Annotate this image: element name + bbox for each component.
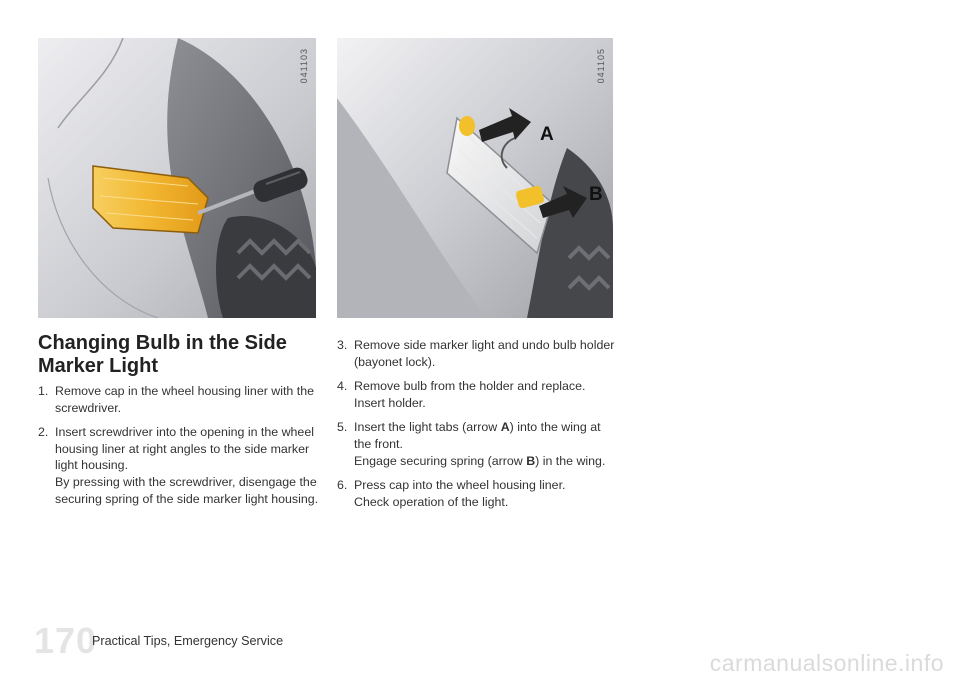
step-text: Remove side marker light and undo bulb holder (bayonet lock). [354, 338, 615, 369]
watermark-text: carmanualsonline.info [709, 650, 944, 676]
section-heading: Changing Bulb in the Side Marker Light [38, 332, 287, 377]
light-tab-a [459, 116, 475, 136]
step-text: Press cap into the wheel housing liner. [354, 478, 566, 493]
step-text [354, 419, 617, 452]
figure-screwdriver-side-marker [38, 38, 316, 318]
instruction-step [337, 477, 617, 510]
step-text: Insert holder. [354, 395, 426, 410]
figure-right-illustration [337, 38, 613, 318]
instruction-step [337, 419, 617, 469]
arrow-reference: B [526, 453, 536, 468]
step-number: 4. [337, 379, 348, 394]
step-number: 2. [38, 425, 49, 440]
step-text: Remove bulb from the holder and replace. [354, 379, 586, 394]
step-text: By pressing with the screwdriver, disengage the securing spring of the side marker light housing. [55, 474, 319, 506]
step-text-part: Insert the light tabs (arrow [354, 420, 501, 435]
figure-code-right: 041105 [596, 48, 606, 84]
page-number: 170 [34, 620, 98, 661]
instruction-step [38, 424, 320, 507]
step-text [354, 453, 617, 470]
instruction-steps-left [38, 383, 320, 515]
arrow-a-label: A [540, 124, 554, 145]
step-text: Insert screwdriver into the opening in the wheel housing liner at right angles to the side marker light housing. [55, 425, 314, 473]
instruction-step [38, 383, 320, 416]
step-number: 6. [337, 478, 348, 493]
step-number: 1. [38, 384, 49, 398]
figure-marker-light-removal [337, 38, 613, 318]
instruction-steps-right [337, 337, 617, 518]
step-text-part: ) in the wing. [535, 453, 606, 468]
figure-code-left: 041103 [299, 48, 309, 84]
instruction-step [337, 378, 617, 411]
step-text: Check operation of the light. [354, 494, 509, 509]
step-number: 5. [337, 420, 348, 435]
step-text-part: Engage securing spring (arrow [354, 453, 527, 468]
arrow-reference: A [500, 420, 510, 435]
step-text: Remove cap in the wheel housing liner with the screwdriver. [55, 384, 314, 415]
figure-left-illustration [38, 38, 316, 318]
arrow-b-label: B [589, 184, 603, 205]
step-number: 3. [337, 338, 348, 352]
instruction-step [337, 337, 617, 370]
section-title-footer: Practical Tips, Emergency Service [92, 634, 284, 648]
step-text-part: ) into the wing at the front. [354, 420, 601, 451]
